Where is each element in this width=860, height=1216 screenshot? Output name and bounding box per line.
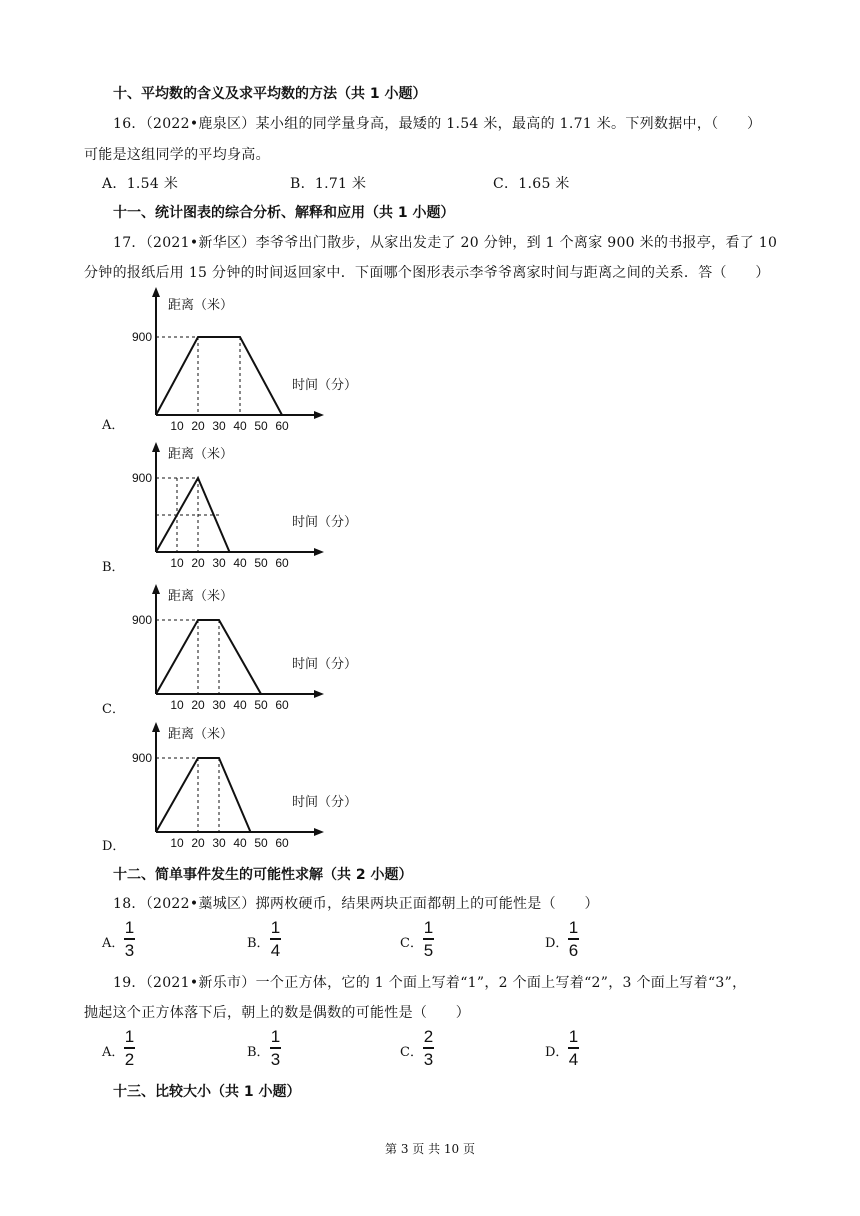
- q17-stem-line2: 分钟的报纸后用 15 分钟的时间返回家中．下面哪个图形表示李爷爷离家时间与距离之间的关系．答（ ）: [84, 265, 770, 281]
- x-tick-label: 50: [254, 698, 268, 712]
- distance-line: [156, 620, 261, 694]
- numerator: 1: [124, 918, 135, 937]
- denominator: 3: [423, 1049, 434, 1069]
- x-tick-label: 10: [170, 556, 184, 570]
- x-tick-label: 10: [170, 419, 184, 433]
- x-tick-label: 60: [275, 698, 289, 712]
- q17-chart-b: [120, 440, 358, 570]
- x-axis-label: 时间（分）: [292, 794, 358, 809]
- numerator: 1: [270, 918, 281, 937]
- x-tick-label: 40: [233, 836, 247, 850]
- x-tick-label: 20: [191, 836, 205, 850]
- denominator: 4: [568, 1049, 579, 1069]
- q19-option-d-letter: D．: [545, 1045, 569, 1060]
- y-axis-label: 距离（米）: [168, 297, 234, 312]
- section-heading-10: 十、平均数的含义及求平均数的方法（共 1 小题）: [113, 86, 427, 102]
- q16-option-b: B．1.71 米: [290, 176, 367, 192]
- section-heading-13: 十三、比较大小（共 1 小题）: [113, 1084, 301, 1100]
- x-axis-arrow: [314, 548, 324, 556]
- q19-stem-line2: 抛起这个正方体落下后，朝上的数是偶数的可能性是（ ）: [84, 1005, 471, 1021]
- q19-option-c-fraction: [423, 1027, 434, 1069]
- y-axis-label: 距离（米）: [168, 726, 234, 741]
- q19-option-b-fraction: [270, 1027, 281, 1069]
- x-tick-label: 40: [233, 556, 247, 570]
- x-axis-arrow: [314, 411, 324, 419]
- y-axis-label: 距离（米）: [168, 446, 234, 461]
- denominator: 2: [124, 1049, 135, 1069]
- numerator: 1: [568, 918, 579, 937]
- section-heading-12: 十二、简单事件发生的可能性求解（共 2 小题）: [113, 867, 413, 883]
- q18-option-d-fraction: [568, 918, 579, 960]
- x-axis-label: 时间（分）: [292, 514, 358, 529]
- denominator: 3: [270, 1049, 281, 1069]
- x-tick-label: 20: [191, 698, 205, 712]
- q19-option-b-letter: B．: [247, 1045, 270, 1060]
- x-tick-label: 50: [254, 836, 268, 850]
- y-tick-label: 900: [131, 613, 152, 627]
- denominator: 6: [568, 940, 579, 960]
- q18-option-a-fraction: [124, 918, 135, 960]
- numerator: 1: [270, 1027, 281, 1046]
- y-axis-label: 距离（米）: [168, 588, 234, 603]
- denominator: 4: [270, 940, 281, 960]
- q18-option-c-fraction: [423, 918, 434, 960]
- numerator: 2: [423, 1027, 434, 1046]
- y-axis-arrow: [152, 584, 160, 594]
- x-tick-label: 10: [170, 836, 184, 850]
- distance-line: [156, 337, 282, 415]
- y-tick-label: 900: [131, 471, 152, 485]
- y-tick-label: 900: [131, 751, 152, 765]
- denominator: 5: [423, 940, 434, 960]
- q18-option-b-letter: B．: [247, 936, 270, 951]
- q19-option-c-letter: C．: [400, 1045, 423, 1060]
- y-tick-label: 900: [131, 330, 152, 344]
- numerator: 1: [423, 918, 434, 937]
- y-axis-arrow: [152, 442, 160, 452]
- x-axis-arrow: [314, 828, 324, 836]
- q19-option-a-fraction: [124, 1027, 135, 1069]
- q17-chart-c: [120, 582, 358, 712]
- q19-stem-line1: 19．（2021•新乐市）一个正方体，它的 1 个面上写着“1”，2 个面上写着“2”，3 个面上写着“3”，: [113, 975, 747, 991]
- q18-option-c-letter: C．: [400, 936, 423, 951]
- x-tick-label: 50: [254, 419, 268, 433]
- x-tick-label: 10: [170, 698, 184, 712]
- q17-option-b-letter: B．: [102, 560, 125, 575]
- q18-option-b-fraction: [270, 918, 281, 960]
- q16-option-a: A．1.54 米: [102, 176, 179, 192]
- y-axis-arrow: [152, 722, 160, 732]
- q19-option-d-fraction: [568, 1027, 579, 1069]
- q19-option-a-letter: A．: [102, 1045, 125, 1060]
- x-tick-label: 40: [233, 698, 247, 712]
- x-tick-label: 30: [212, 419, 226, 433]
- q17-chart-d: [120, 720, 358, 850]
- x-tick-label: 30: [212, 556, 226, 570]
- q18-stem: 18．（2022•藁城区）掷两枚硬币，结果两块正面都朝上的可能性是（ ）: [113, 896, 599, 912]
- x-tick-label: 20: [191, 419, 205, 433]
- section-heading-11: 十一、统计图表的综合分析、解释和应用（共 1 小题）: [113, 205, 455, 221]
- x-tick-label: 60: [275, 556, 289, 570]
- y-axis-arrow: [152, 287, 160, 297]
- distance-line: [156, 758, 251, 832]
- q16-stem-line2: 可能是这组同学的平均身高。: [84, 147, 270, 163]
- q18-option-d-letter: D．: [545, 936, 569, 951]
- x-tick-label: 30: [212, 836, 226, 850]
- x-tick-label: 60: [275, 836, 289, 850]
- x-axis-arrow: [314, 690, 324, 698]
- numerator: 1: [124, 1027, 135, 1046]
- q17-option-a-letter: A．: [102, 418, 125, 433]
- q17-option-d-letter: D．: [102, 839, 126, 854]
- x-tick-label: 30: [212, 698, 226, 712]
- x-axis-label: 时间（分）: [292, 656, 358, 671]
- q18-option-a-letter: A．: [102, 936, 125, 951]
- numerator: 1: [568, 1027, 579, 1046]
- q16-stem-line1: 16．（2022•鹿泉区）某小组的同学量身高，最矮的 1.54 米，最高的 1.71 米。下列数据中，（ ）: [113, 116, 762, 132]
- q17-stem-line1: 17．（2021•新华区）李爷爷出门散步，从家出发走了 20 分钟，到 1 个离家 900 米的书报亭，看了 10: [113, 235, 778, 251]
- q17-option-c-letter: C．: [102, 702, 125, 717]
- x-tick-label: 50: [254, 556, 268, 570]
- page-footer: 第 3 页 共 10 页: [385, 1142, 475, 1156]
- x-axis-label: 时间（分）: [292, 377, 358, 392]
- q17-chart-a: [120, 285, 358, 433]
- x-tick-label: 40: [233, 419, 247, 433]
- x-tick-label: 60: [275, 419, 289, 433]
- denominator: 3: [124, 940, 135, 960]
- x-tick-label: 20: [191, 556, 205, 570]
- q16-option-c: C．1.65 米: [493, 176, 570, 192]
